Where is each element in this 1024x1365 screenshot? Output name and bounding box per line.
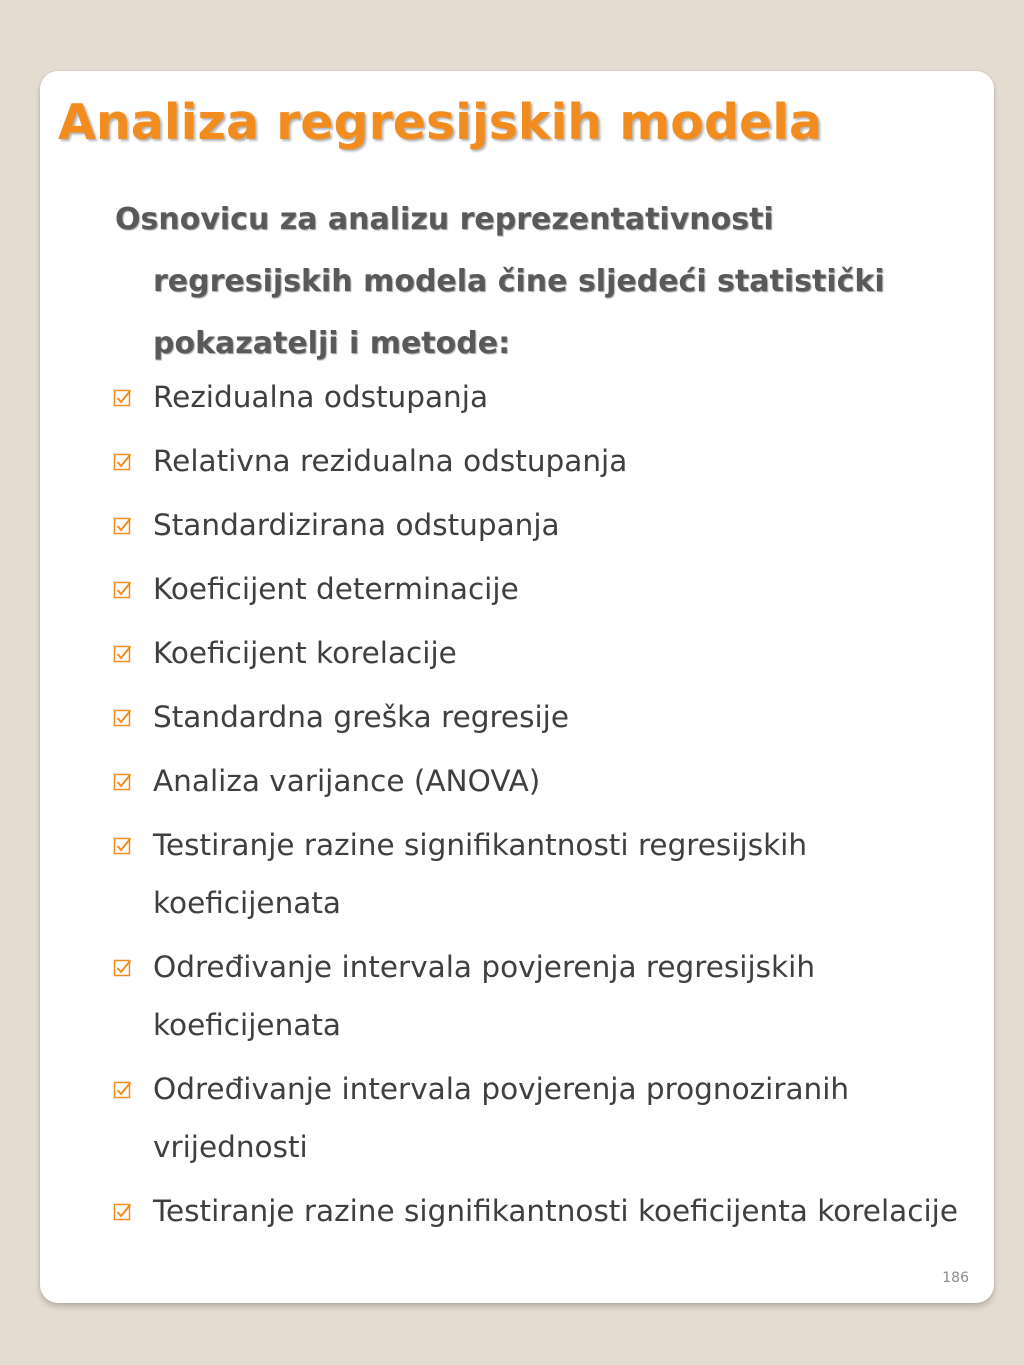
list-item-label: Određivanje intervala povjerenja regresijskih koeficijenata — [153, 950, 816, 1042]
list-item — [113, 816, 973, 932]
list-item — [113, 368, 973, 426]
list-item — [113, 624, 973, 682]
checkbox-checked-icon — [113, 580, 133, 600]
intro-text: Osnovicu za analizu reprezentativnosti regresijskih modela čine sljedeći statistički pokazatelji i metode: — [115, 202, 885, 361]
checkbox-checked-icon — [113, 958, 133, 978]
list-item-label: Relativna rezidualna odstupanja — [153, 444, 628, 478]
checkbox-checked-icon — [113, 1080, 133, 1100]
checkbox-checked-icon — [113, 452, 133, 472]
list-item-label: Koeficijent determinacije — [153, 572, 519, 606]
list-item-label: Analiza varijance (ANOVA) — [153, 764, 541, 798]
list-item-label: Rezidualna odstupanja — [153, 380, 489, 414]
list-item — [113, 752, 973, 810]
list-item — [113, 560, 973, 618]
list-item — [113, 496, 973, 554]
list-item — [113, 938, 973, 1054]
list-item-label: Koeficijent korelacije — [153, 636, 457, 670]
list-item-label: Testiranje razine signifikantnosti koeficijenta korelacije — [153, 1194, 958, 1228]
list-item — [113, 432, 973, 490]
checkbox-checked-icon — [113, 708, 133, 728]
list-item-label: Standardna greška regresije — [153, 700, 569, 734]
checkbox-checked-icon — [113, 1202, 133, 1222]
checkbox-checked-icon — [113, 836, 133, 856]
slide — [40, 71, 994, 1303]
checkbox-checked-icon — [113, 772, 133, 792]
checkbox-checked-icon — [113, 388, 133, 408]
checkbox-checked-icon — [113, 644, 133, 664]
slide-title: Analiza regresijskih modela — [58, 94, 823, 151]
page-number: 186 — [942, 1270, 969, 1286]
list-item — [113, 688, 973, 746]
list-item — [113, 1182, 973, 1240]
list-item-label: Određivanje intervala povjerenja prognoziranih vrijednosti — [153, 1072, 850, 1164]
checkbox-checked-icon — [113, 516, 133, 536]
list-item-label: Standardizirana odstupanja — [153, 508, 560, 542]
list-item — [113, 1060, 973, 1176]
list-item-label: Testiranje razine signifikantnosti regresijskih koeficijenata — [153, 828, 808, 920]
bullet-list — [113, 368, 973, 1246]
